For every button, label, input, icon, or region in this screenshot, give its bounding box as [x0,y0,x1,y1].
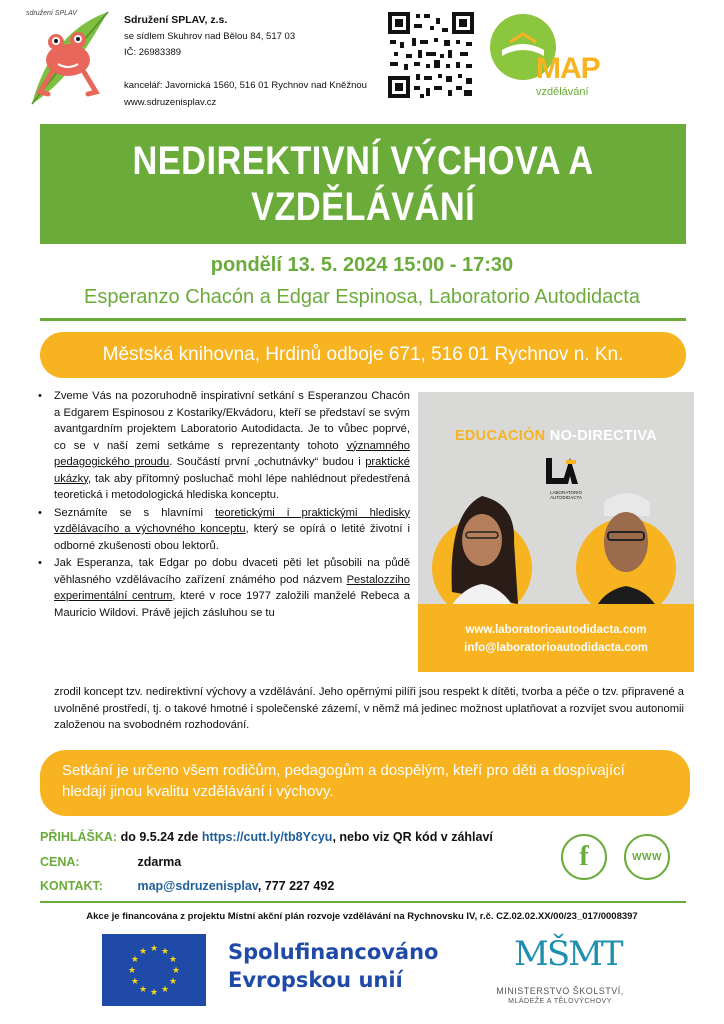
registration-row: PŘIHLÁŠKA: do 9.5.24 zde https://cutt.ly/tb8Ycyu, nebo viz QR kód v záhlaví [40,830,493,844]
eu-star: ★ [127,965,137,975]
eu-star: ★ [160,945,170,956]
eu-star: ★ [138,945,148,956]
org-office: kancelář: Javornická 1560, 516 01 Rychnov nad Kněžnou [124,80,367,91]
eu-line-1: Spolufinancováno [228,940,439,964]
footer-divider [40,901,686,903]
description-continuation: zrodil koncept tzv. nedirektivní výchovy a vzdělávání. Jeho opěrnými pilíři jsou respekt k dítěti, tvorba a péče o tzv. připravené a uvolněné prostředí, tj. o takové hmotné i společenské zázemí, v němž má jedinec možnost uplatňovat a rozvíjet svou autonomii založenou na svobodném rozhodování. [54,686,684,731]
splav-frog-logo [22,8,114,106]
eu-star: ★ [169,954,178,964]
eu-star: ★ [149,987,159,997]
laboratorio-logo-text: LABORATORIO AUTODIDACTA [549,490,583,500]
map-logo [488,12,618,104]
eu-flag-icon [102,934,206,1006]
venue-text: Městská knihovna, Hrdinů odboje 671, 516 01 Rychnov n. Kn. [102,344,624,365]
venue-banner [40,332,686,378]
promo-title: EDUCACIÓN NO-DIRECTIVA [454,428,658,444]
eu-star: ★ [160,984,170,995]
eu-star: ★ [138,984,148,995]
list-item: • Seznámíte se s hlavními teoretickými i praktickými hledisky vzdělávacího a výchovného konceptu, který se opírá o letité životní i odborné zkušenosti obou lektorů. [36,505,410,555]
contact-email[interactable]: map@sdruzenisplav [137,879,258,893]
price-row: CENA: zdarma [40,855,182,869]
qr-code[interactable] [386,10,476,100]
contact-row: KONTAKT: map@sdruzenisplav, 777 227 492 [40,879,335,893]
eu-star: ★ [171,965,181,975]
eu-star: ★ [169,976,178,986]
list-item: • Jak Esperanza, tak Edgar po dobu dvaceti pěti let působili na půdě věhlasného vzdělávacího zařízení známého pod názvem Pestalozziho experimentální centrum, které v roce 1977 založili manželé Rebeca a Mauricio Wildovi. Právě jejich zásluhou se tu [36,555,410,621]
title-line-1: NEDIREKTIVNÍ VÝCHOVA A [132,139,594,183]
promo-image [418,392,694,672]
speakers: Esperanzo Chacón a Edgar Espinosa, Laboratorio Autodidacta [84,286,640,308]
logo-text: sdružení SPLAV [26,10,77,17]
list-item: • Zveme Vás na pozoruhodně inspirativní setkání s Esperanzou Chacón a Edgarem Espinosou z Kostariky/Ekvádoru, kteří se představí se svým avantgardním projektem Laboratorio Autodidacta. Je to vůbec poprvé, co se v naší zemi setkáme s reprezentanty tohoto významného pedagogického proudu. Součástí první „ochutnávky“ budou i praktické ukázky, tak aby přítomný posluchač mohl lépe nahlédnout předestřená teoretická i metodologická hlediska konceptu. [36,388,410,504]
registration-link[interactable]: https://cutt.ly/tb8Ycyu [201,830,333,844]
org-ic: IČ: 26983389 [124,47,182,58]
msmt-line-2: MLÁDEŽE A TĚLOVÝCHOVY [508,998,612,1005]
org-name: Sdružení SPLAV, z.s. [124,14,228,26]
funding-text: Akce je financována z projektu Místní akční plán rozvoje vzdělávání na Rychnovsku IV, r.č. CZ.02.02.XX/00/23_017/0008397 [86,911,638,922]
eu-star: ★ [149,943,159,953]
map-logo-main: MAP [536,52,600,85]
facebook-icon[interactable]: f [561,834,607,880]
divider [40,318,686,321]
promo-footer [418,604,694,672]
title-banner [40,124,686,244]
eu-star: ★ [130,954,139,964]
audience-banner [40,750,690,816]
eu-star: ★ [130,976,139,986]
msmt-mark: MŠMT [514,934,622,974]
event-date: pondělí 13. 5. 2024 15:00 - 17:30 [210,254,514,276]
promo-email: info@laboratorioautodidacta.com [464,642,648,654]
org-address: se sídlem Skuhrov nad Bělou 84, 517 03 [124,31,296,42]
description-list [36,388,410,622]
org-web[interactable]: www.sdruzenisplav.cz [124,97,217,108]
promo-url: www.laboratorioautodidacta.com [465,624,647,636]
msmt-line-1: MINISTERSTVO ŠKOLSTVÍ, [496,986,624,996]
eu-line-2: Evropskou unií [228,968,403,992]
audience-text: Setkání je určeno všem rodičům, pedagogům a dospělým, kteří pro děti a dospívající hledají jinou kvalitu vzdělávání i výchovy. [62,762,625,800]
map-logo-sub: vzdělávání [536,86,589,98]
msmt-logo [470,934,650,1014]
web-icon[interactable]: WWW [624,834,670,880]
title-line-2: VZDĚLÁVÁNÍ [250,185,476,229]
